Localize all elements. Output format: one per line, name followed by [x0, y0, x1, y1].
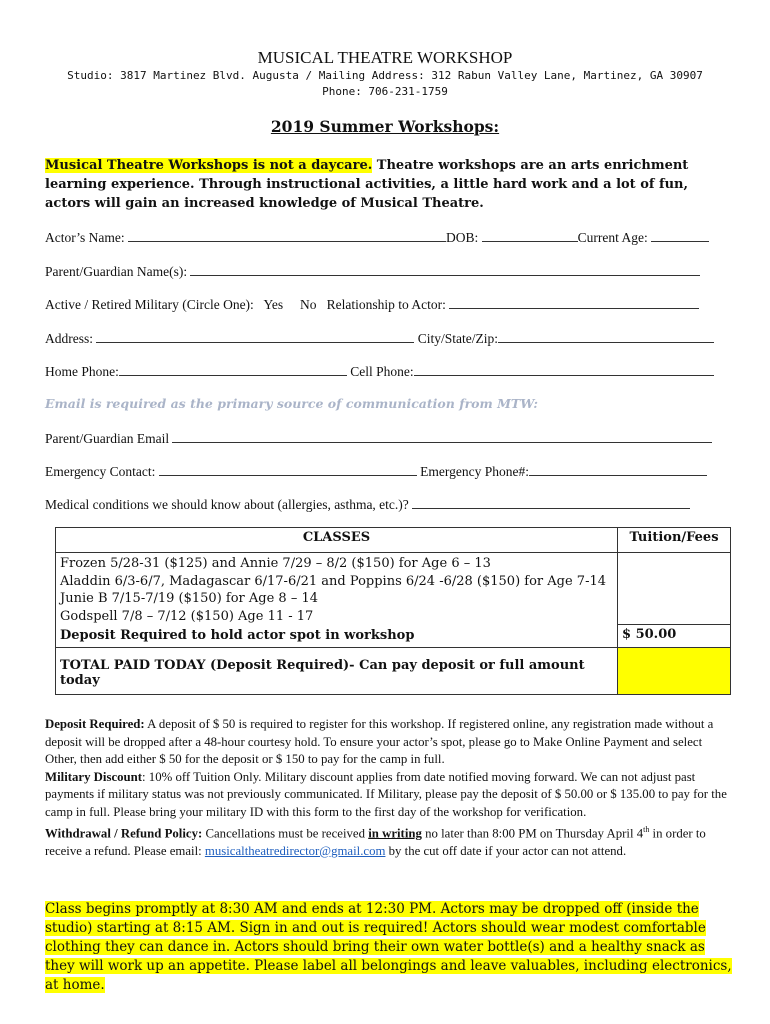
emergency-contact-field[interactable]: [159, 463, 417, 476]
dob-field[interactable]: [482, 229, 578, 242]
address-row: [45, 330, 730, 347]
parent-email-field[interactable]: [172, 430, 712, 443]
policy-section: [45, 716, 735, 860]
refund-sup: th: [643, 825, 650, 834]
medical-field[interactable]: [412, 496, 690, 509]
in-writing-emphasis: in writing: [368, 826, 422, 841]
parent-email-row: [45, 430, 730, 447]
relationship-field[interactable]: [449, 296, 699, 309]
phone-row: [45, 363, 730, 380]
emergency-row: [45, 463, 730, 480]
city-state-zip-label: City/State/Zip:: [417, 331, 498, 346]
deposit-amount: $ 50.00: [618, 624, 730, 644]
actor-info-row: [45, 229, 730, 246]
fees-header: Tuition/Fees: [618, 528, 731, 553]
deposit-label: Deposit Required to hold actor spot in workshop: [60, 628, 415, 643]
daycare-notice: Musical Theatre Workshops is not a daycare.: [45, 158, 373, 173]
page-title: MUSICAL THEATRE WORKSHOP: [257, 48, 513, 67]
refund-policy: [45, 821, 735, 860]
class-item: Godspell 7/8 – 7/12 ($150) Age 11 - 17: [60, 608, 314, 624]
class-list-row: [56, 553, 731, 648]
class-item: Junie B 7/15-7/19 ($150) for Age 8 – 14: [60, 591, 318, 606]
home-phone-label: Home Phone:: [45, 364, 119, 379]
classes-header: CLASSES: [56, 528, 618, 553]
medical-row: [45, 496, 730, 513]
total-label: TOTAL PAID TODAY (Deposit Required)- Can pay deposit or full amount today: [56, 647, 618, 694]
refund-text-3: in order to receive a refund. Please email:: [45, 826, 706, 858]
parent-name-row: [45, 263, 730, 280]
classes-table: [55, 527, 731, 695]
parent-name-field[interactable]: [190, 263, 700, 276]
actor-name-field[interactable]: [128, 229, 446, 242]
military-policy-title: Military Discount: [45, 769, 143, 784]
parent-name-label: Parent/Guardian Name(s):: [45, 264, 188, 279]
class-item: Frozen 5/28-31 ($125) and Annie 7/29 – 8/2 ($150) for Age 6 – 13: [60, 556, 491, 571]
studio-phone: Phone: 706-231-1759: [322, 85, 448, 98]
emergency-phone-field[interactable]: [529, 463, 707, 476]
parent-email-label: Parent/Guardian Email: [45, 431, 170, 446]
military-policy-text: : 10% off Tuition Only. Military discount applies from date notified moving forward. We can not adjust past payments if military status was not previously communicated. If Military, please pay the deposit of $ 50.00 or $ 135.00 to pay for the camp in full. Please bring your military ID with this form to the first day of the workshop for verification.: [45, 769, 727, 819]
class-list-cell: [56, 553, 618, 648]
class-item: Aladdin 6/3-6/7, Madagascar 6/17-6/21 and Poppins 6/24 -6/28 ($150) for Age 7-14: [60, 573, 606, 589]
emergency-phone-label: Emergency Phone#:: [420, 464, 529, 479]
address-label: Address:: [45, 331, 93, 346]
home-phone-field[interactable]: [119, 363, 347, 376]
email-required-note: Email is required as the primary source of communication from MTW:: [45, 396, 539, 411]
refund-text-1: Cancellations must be received: [202, 826, 369, 841]
current-age-field[interactable]: [651, 229, 709, 242]
director-email-link[interactable]: musicaltheatredirector@gmail.com: [204, 843, 386, 858]
military-label: Active / Retired Military (Circle One):: [45, 297, 254, 312]
deposit-policy-text: A deposit of $ 50 is required to register for this workshop. If registered online, any registration made without a deposit will be dropped after a 48-hour courtesy hold. To ensure your actor’s spot, please go to Make Online Payment and select Other, then add either $ 50 for the deposit or $ 150 to pay for the camp in full.: [45, 717, 714, 766]
table-header-row: [56, 528, 731, 553]
deposit-policy-title: Deposit Required:: [45, 717, 145, 731]
military-yes-option[interactable]: Yes: [263, 297, 284, 312]
deposit-policy: [45, 716, 735, 769]
current-age-label: Current Age:: [577, 230, 648, 245]
address-field[interactable]: [96, 330, 414, 343]
closing-notice: [45, 900, 735, 995]
studio-address: Studio: 3817 Martinez Blvd. Augusta / Mailing Address: 312 Rabun Valley Lane, Martinez, GA 30907: [67, 69, 703, 82]
city-state-zip-field[interactable]: [498, 330, 714, 343]
military-policy: [45, 769, 735, 822]
military-row: [45, 296, 730, 313]
dob-label: DOB:: [445, 230, 479, 245]
intro-text: Theatre workshops are an arts enrichment learning experience. Through instructional activities, a little hard work and a lot of fun, actors will gain an increased knowledge of Musical Theatre.: [45, 158, 689, 211]
actor-name-label: Actor’s Name:: [45, 230, 125, 245]
fees-cell: [618, 553, 731, 648]
refund-text-4: by the cut off date if your actor can not attend.: [385, 843, 627, 858]
total-row: [56, 647, 731, 694]
cell-phone-label: Cell Phone:: [350, 364, 414, 379]
intro-paragraph: [45, 156, 735, 213]
cell-phone-field[interactable]: [414, 363, 714, 376]
closing-text: Class begins promptly at 8:30 AM and ends at 12:30 PM. Actors may be dropped off (inside the studio) starting at 8:15 AM. Sign in and out is required! Actors should wear modest comfortable clothing they can dance in. Actors should bring their own water bottle(s) and a healthy snack as they will work up an appetite. Please label all belongings and leave valuables, including electronics, at home.: [45, 901, 732, 993]
refund-policy-title: Withdrawal / Refund Policy:: [45, 826, 203, 841]
section-heading: 2019 Summer Workshops:: [270, 117, 500, 136]
military-no-option[interactable]: No: [299, 297, 317, 312]
relationship-label: Relationship to Actor:: [326, 297, 446, 312]
medical-label: Medical conditions we should know about (allergies, asthma, etc.)?: [45, 497, 409, 512]
emergency-contact-label: Emergency Contact:: [45, 464, 156, 479]
total-amount-field[interactable]: [618, 647, 731, 694]
refund-text-2: no later than 8:00 PM on Thursday April 4: [421, 826, 644, 841]
